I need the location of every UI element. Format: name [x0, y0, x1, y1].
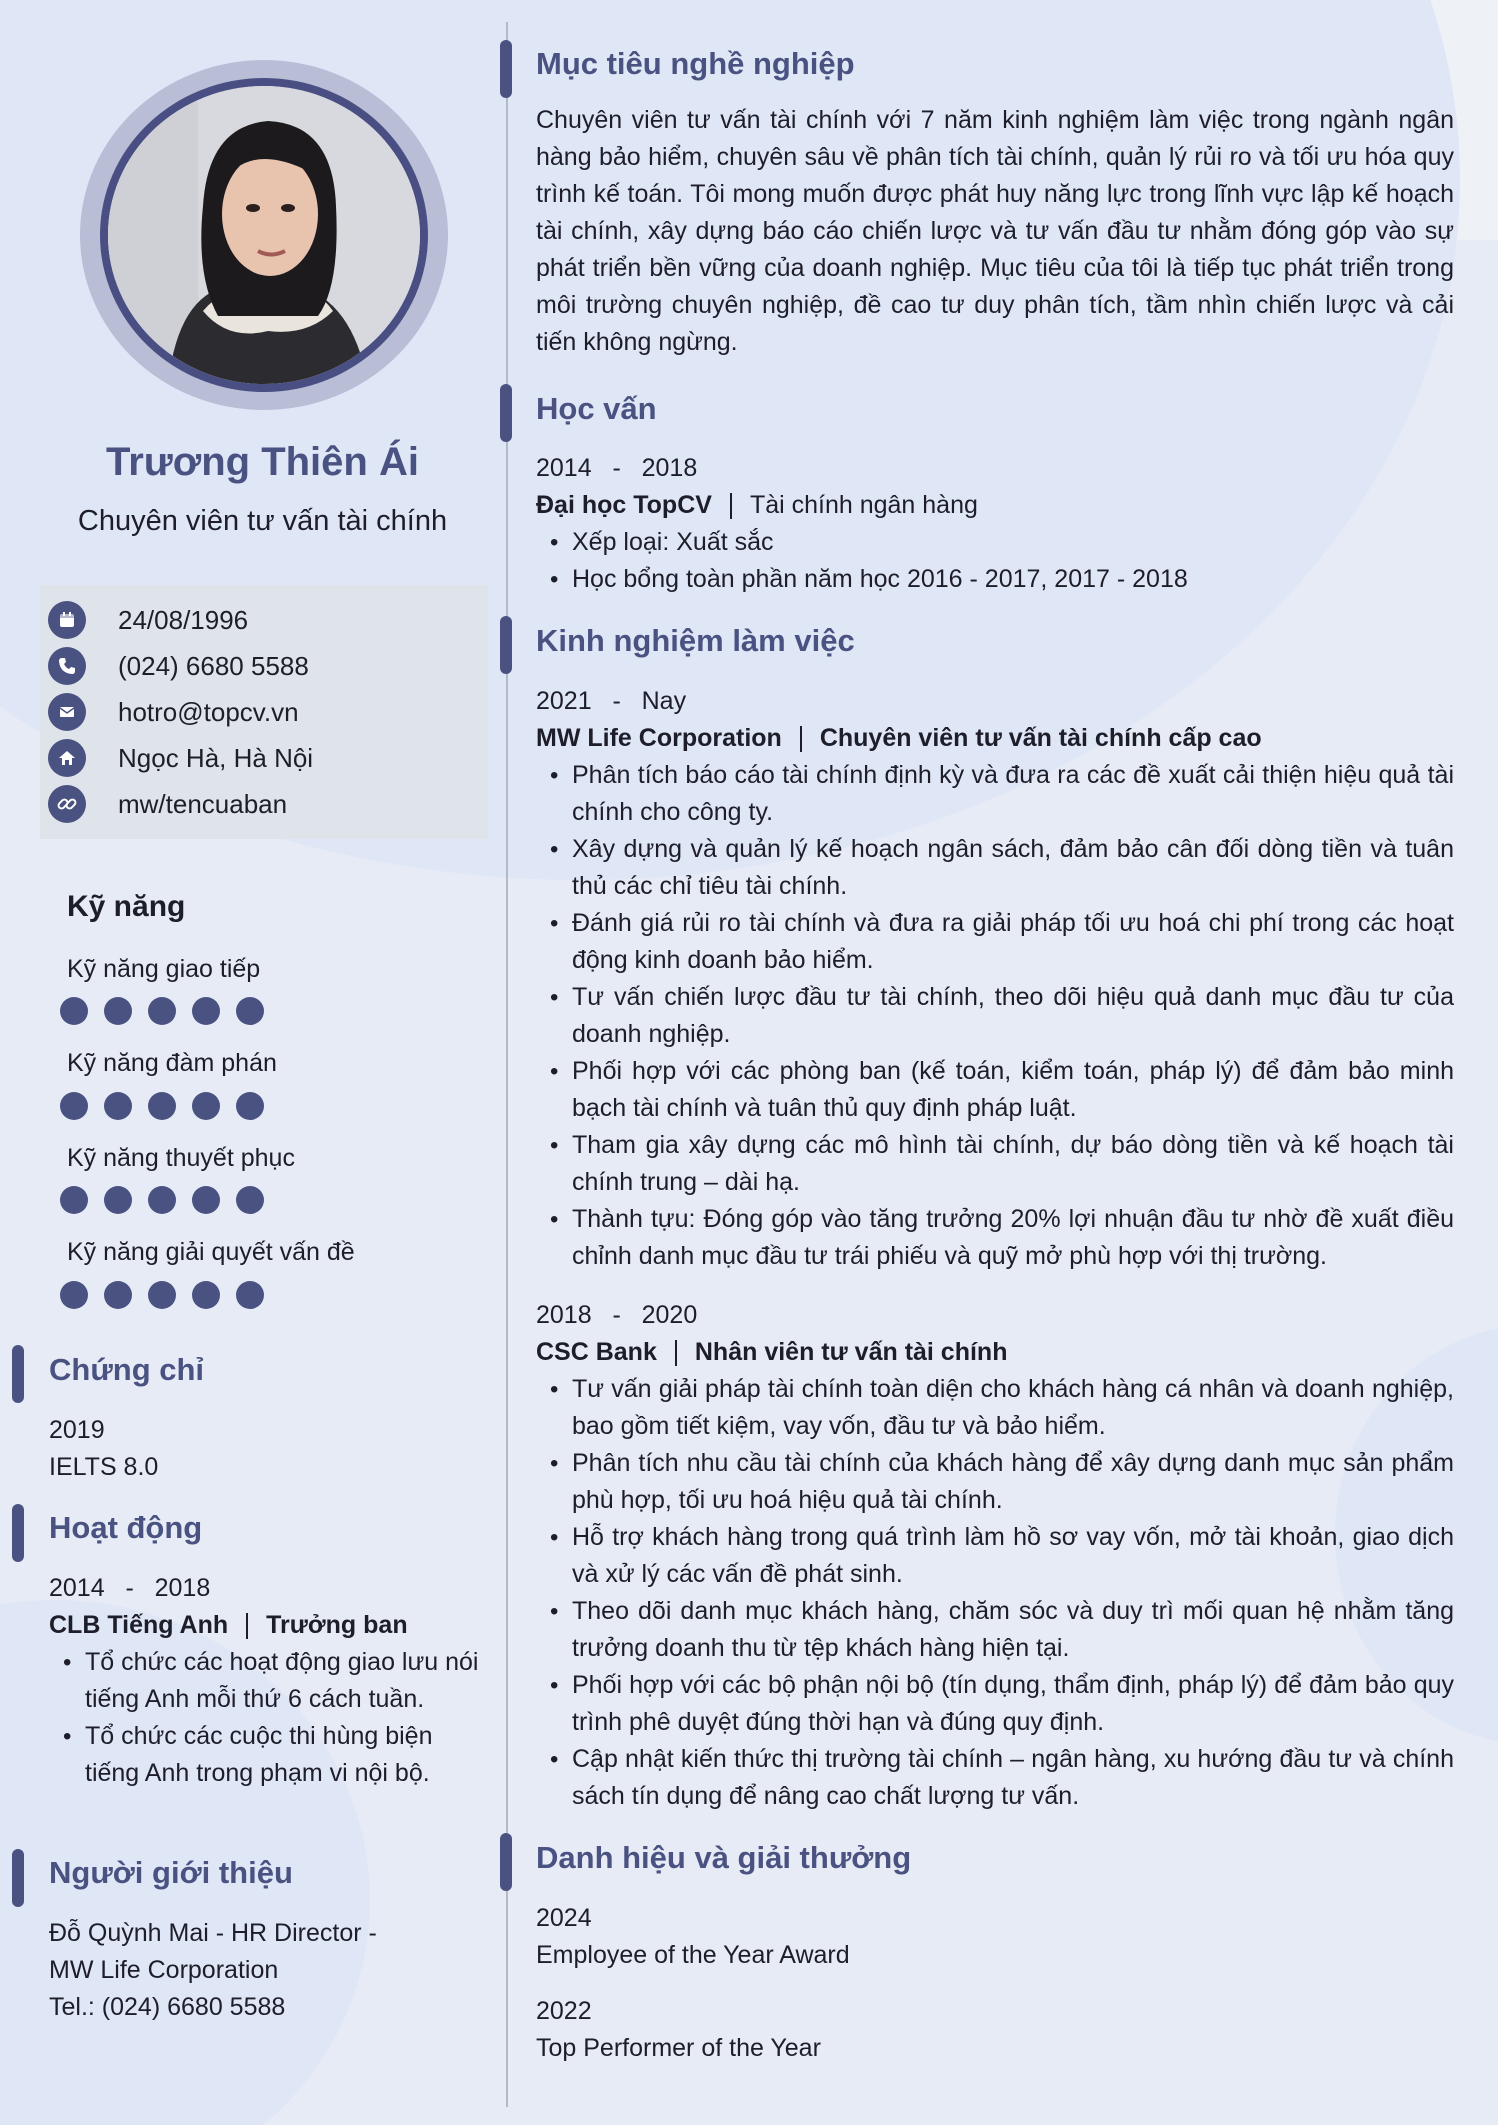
list-item: • Cập nhật kiến thức thị trường tài chính – ngân hàng, xu hướng đầu tư và chính sách tín dụng để nâng cao chất lượng tư vấn.: [536, 1741, 1454, 1815]
rating-dot: [236, 997, 264, 1025]
rating-dot: [60, 1092, 88, 1120]
list-item: • Phối hợp với các bộ phận nội bộ (tín dụng, thẩm định, pháp lý) để đảm bảo quy trình phê duyệt đúng thời hạn và đúng quy định.: [536, 1667, 1454, 1741]
list-item: • Phối hợp với các phòng ban (kế toán, kiểm toán, pháp lý) để đảm bảo minh bạch tài chính và tuân thủ quy định pháp luật.: [536, 1053, 1454, 1127]
email-icon: [48, 693, 86, 731]
section-marker: [500, 1833, 512, 1891]
rating-dot: [192, 1186, 220, 1214]
email-text[interactable]: hotro@topcv.vn: [118, 696, 299, 727]
section-marker: [12, 1345, 24, 1403]
rating-dot: [236, 1186, 264, 1214]
list-item: • Thành tựu: Đóng góp vào tăng trưởng 20% lợi nhuận đầu tư nhờ đề xuất điều chỉnh danh mục đầu tư trái phiếu và quỹ mở phù hợp với thị trường.: [536, 1201, 1454, 1275]
list-item: • Tổ chức các cuộc thi hùng biện tiếng Anh trong phạm vi nội bộ.: [49, 1718, 479, 1792]
list-item: • Tư vấn chiến lược đầu tư tài chính, theo dõi hiệu quả danh mục đầu tư của doanh nghiệp.: [536, 979, 1454, 1053]
activity-bullets: [49, 1644, 479, 1792]
education-heading: [536, 487, 978, 524]
objective-text: Chuyên viên tư vấn tài chính với 7 năm kinh nghiệm làm việc trong ngành ngân hàng bảo hiểm, chuyên sâu về phân tích tài chính, quản lý rủi ro và tối ưu hóa quy trình kế toán. Tôi mong muốn được phát huy năng lực trong lĩnh vực lập kế hoạch tài chính, xây dựng báo cáo chiến lược và tư vấn đầu tư nhằm đóng góp vào sự phát triển bền vững của doanh nghiệp. Mục tiêu của tôi là tiếp tục phát triển trong môi trường chuyên nghiệp, đề cao tư duy phân tích, tầm nhìn chiến lược và cải tiến không ngừng.: [536, 106, 1454, 356]
avatar-portrait-icon: [108, 86, 420, 384]
job-position: Chuyên viên tư vấn tài chính cấp cao: [819, 724, 1262, 752]
rating-dot: [236, 1092, 264, 1120]
contact-phone: [48, 646, 309, 686]
award-name: Employee of the Year Award: [536, 1941, 850, 1969]
section-marker: [500, 616, 512, 674]
job-company: CSC Bank: [536, 1338, 657, 1366]
list-item: • Học bổng toàn phần năm học 2016 - 2017, 2017 - 2018: [536, 561, 1454, 598]
reference-line: Tel.: (024) 6680 5588: [49, 1993, 286, 2021]
contact-address: [48, 738, 313, 778]
activity-org: CLB Tiếng Anh: [49, 1611, 229, 1639]
rating-dot: [192, 1281, 220, 1309]
job-company: MW Life Corporation: [536, 724, 782, 752]
rating-dot: [236, 1281, 264, 1309]
rating-dot: [104, 997, 132, 1025]
calendar-icon: [48, 601, 86, 639]
awards-title: Danh hiệu và giải thưởng: [536, 1840, 912, 1875]
skills-title: Kỹ năng: [67, 890, 186, 923]
section-marker: [12, 1504, 24, 1562]
award-name: Top Performer of the Year: [536, 2034, 821, 2062]
home-icon: [48, 739, 86, 777]
list-item: • Đánh giá rủi ro tài chính và đưa ra giải pháp tối ưu hoá chi phí trong các hoạt động kinh doanh bảo hiểm.: [536, 905, 1454, 979]
candidate-name: Trương Thiên Ái: [106, 440, 419, 484]
right-column: [508, 0, 1458, 2125]
major-name: Tài chính ngân hàng: [749, 491, 978, 519]
skill-rating: [60, 1186, 264, 1214]
skill-rating: [60, 1092, 264, 1120]
references-title: Người giới thiệu: [49, 1855, 293, 1890]
list-item: • Hỗ trợ khách hàng trong quá trình làm hồ sơ vay vốn, mở tài khoản, giao dịch và xử lý các vấn đề phát sinh.: [536, 1519, 1454, 1593]
award-year: 2022: [536, 1997, 592, 2025]
reference-line: Đỗ Quỳnh Mai - HR Director -: [49, 1919, 377, 1947]
reference-line: MW Life Corporation: [49, 1956, 279, 1984]
rating-dot: [60, 1281, 88, 1309]
job-heading: [536, 1334, 1007, 1371]
link-text[interactable]: mw/tencuaban: [118, 788, 288, 819]
school-name: Đại học TopCV: [536, 491, 712, 519]
address-text: Ngọc Hà, Hà Nội: [118, 742, 314, 773]
list-item: • Tham gia xây dựng các mô hình tài chính, dự báo dòng tiền và kế hoạch tài chính trung – dài hạ.: [536, 1127, 1454, 1201]
activity-position: Trưởng ban: [266, 1611, 408, 1639]
list-item: • Xây dựng và quản lý kế hoạch ngân sách, đảm bảo cân đối dòng tiền và tuân thủ các chỉ tiêu tài chính.: [536, 831, 1454, 905]
certificates-title: Chứng chỉ: [49, 1352, 205, 1387]
list-item: • Phân tích báo cáo tài chính định kỳ và đưa ra các đề xuất cải thiện hiệu quả tài chính cho công ty.: [536, 757, 1454, 831]
rating-dot: [104, 1186, 132, 1214]
job-bullets: [536, 757, 1454, 1275]
rating-dot: [104, 1092, 132, 1120]
rating-dot: [60, 997, 88, 1025]
contact-birthday: [48, 600, 248, 640]
section-marker: [12, 1849, 24, 1907]
experience-title: Kinh nghiệm làm việc: [536, 623, 855, 658]
list-item: • Xếp loại: Xuất sắc: [536, 524, 1454, 561]
education-title: Học vấn: [536, 391, 657, 426]
phone-text: (024) 6680 5588: [118, 650, 309, 681]
objective-title: Mục tiêu nghề nghiệp: [536, 46, 855, 81]
rating-dot: [148, 1281, 176, 1309]
separator: [730, 493, 732, 519]
job-heading: [536, 720, 1262, 757]
rating-dot: [148, 1092, 176, 1120]
skill-rating: [60, 1281, 264, 1309]
education-bullets: [536, 524, 1454, 598]
skill-label: Kỹ năng giải quyết vấn đề: [67, 1238, 355, 1266]
activity-period: 2014 - 2018: [49, 1574, 211, 1602]
skill-label: Kỹ năng giao tiếp: [67, 955, 261, 983]
rating-dot: [104, 1281, 132, 1309]
contact-box: [40, 585, 488, 839]
skill-label: Kỹ năng đàm phán: [67, 1049, 277, 1077]
rating-dot: [148, 997, 176, 1025]
rating-dot: [60, 1186, 88, 1214]
education-period: 2014 - 2018: [536, 454, 698, 482]
rating-dot: [192, 1092, 220, 1120]
job-period: 2018 - 2020: [536, 1301, 698, 1329]
activities-title: Hoạt động: [49, 1510, 203, 1545]
section-marker: [500, 384, 512, 442]
activity-heading: [49, 1607, 408, 1644]
skill-label: Kỹ năng thuyết phục: [67, 1144, 295, 1172]
job-bullets: [536, 1371, 1454, 1815]
certificate-year: 2019: [49, 1416, 105, 1444]
left-column: [0, 0, 500, 2125]
list-item: • Phân tích nhu cầu tài chính của khách hàng để xây dựng danh mục sản phẩm phù hợp, tối ưu hoá hiệu quả tài chính.: [536, 1445, 1454, 1519]
job-period: 2021 - Nay: [536, 687, 687, 715]
birthday-text: 24/08/1996: [118, 604, 249, 635]
candidate-role: Chuyên viên tư vấn tài chính: [77, 505, 448, 537]
award-year: 2024: [536, 1904, 592, 1932]
section-marker: [500, 40, 512, 98]
skill-rating: [60, 997, 264, 1025]
contact-link[interactable]: [48, 784, 287, 824]
link-icon: [48, 785, 86, 823]
phone-icon: [48, 647, 86, 685]
rating-dot: [192, 997, 220, 1025]
list-item: • Theo dõi danh mục khách hàng, chăm sóc và duy trì mối quan hệ nhằm tăng trưởng doanh thu từ tệp khách hàng hiện tại.: [536, 1593, 1454, 1667]
list-item: • Tư vấn giải pháp tài chính toàn diện cho khách hàng cá nhân và doanh nghiệp, bao gồm tiết kiệm, vay vốn, đầu tư và bảo hiểm.: [536, 1371, 1454, 1445]
separator: [800, 726, 802, 752]
separator: [246, 1613, 248, 1639]
contact-email[interactable]: [48, 692, 299, 732]
rating-dot: [148, 1186, 176, 1214]
separator: [675, 1340, 677, 1366]
avatar: [100, 78, 428, 392]
job-position: Nhân viên tư vấn tài chính: [694, 1338, 1008, 1366]
list-item: • Tổ chức các hoạt động giao lưu nói tiếng Anh mỗi thứ 6 cách tuần.: [49, 1644, 479, 1718]
certificate-name: IELTS 8.0: [49, 1453, 159, 1481]
